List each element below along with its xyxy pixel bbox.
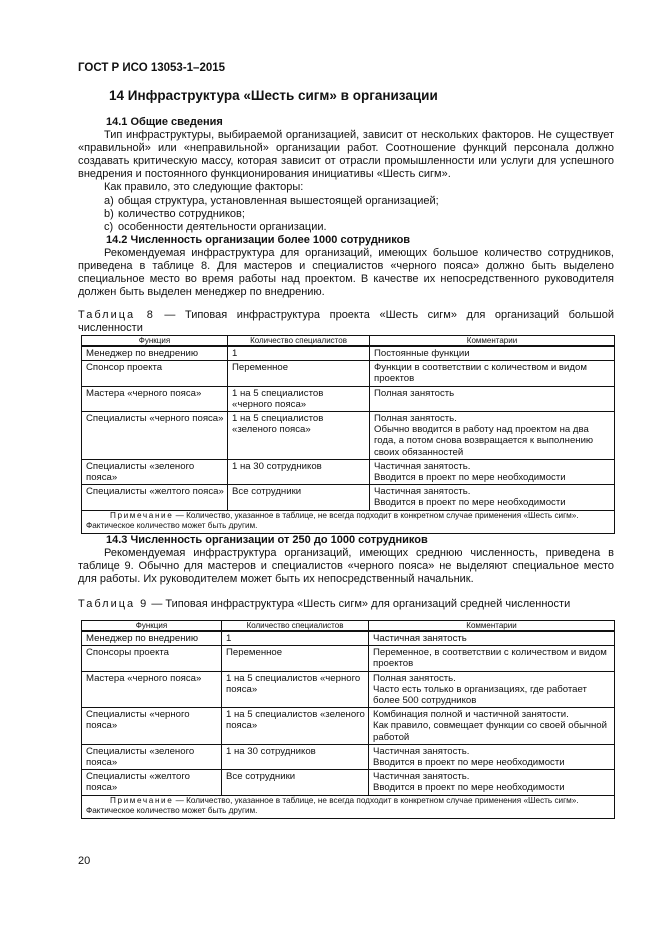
table-cell: 1 на 30 сотрудников [228, 459, 370, 484]
column-header: Количество специалистов [228, 336, 370, 347]
list-item [78, 208, 614, 221]
table-cell: Полная занятость. Обычно вводится в работу над проектом на два года, а потом снова возвращается к выполнению своих обязанностей [370, 412, 615, 460]
table-cell: Частичная занятость. Вводится в проект по мере необходимости [369, 770, 615, 795]
table-cell: Менеджер по внедрению [82, 631, 222, 646]
table-cell: Специалисты «желтого пояса» [82, 770, 222, 795]
list-item [78, 195, 614, 208]
table-row [82, 770, 615, 795]
subsection-heading: 14.1 Общие сведения [106, 116, 223, 128]
table-cell: Специалисты «желтого пояса» [82, 485, 228, 510]
table-caption [78, 598, 614, 611]
section-14-3 [78, 534, 614, 586]
table-cell: Функции в соответствии с количеством и видом проектов [370, 361, 615, 386]
list-item-text: особенности деятельности организации. [118, 220, 327, 233]
table-cell: Комбинация полной и частичной занятости. Как правило, совмещает функции со своей обычной работой [369, 708, 615, 745]
table-row [82, 386, 615, 411]
table-cell: Менеджер по внедрению [82, 346, 228, 361]
table-cell: Переменное [222, 646, 369, 671]
table-row [82, 346, 615, 361]
table-note [82, 795, 615, 818]
table-cell: Постоянные функции [370, 346, 615, 361]
table-cell: Переменное, в соответствии с количеством и видом проектов [369, 646, 615, 671]
list-item [78, 221, 614, 234]
table-row [82, 459, 615, 484]
table-cell: 1 на 5 специалистов «черного пояса» [222, 671, 369, 708]
table-cell: Полная занятость. Часто есть только в организациях, где работает более 500 сотрудников [369, 671, 615, 708]
table-row [82, 631, 615, 646]
table-cell: 1 на 5 специалистов «черного пояса» [228, 386, 370, 411]
table-cell: Спонсоры проекта [82, 646, 222, 671]
column-header: Функция [82, 621, 222, 632]
table-row [82, 485, 615, 510]
table-row [82, 671, 615, 708]
section-14-1 [78, 116, 614, 299]
table-cell: Специалисты «зеленого пояса» [82, 459, 228, 484]
paragraph: Тип инфраструктуры, выбираемой организацией, зависит от нескольких факторов. Не существует «правильной» или «неправильной» организации работ. Соотношение функций персонала должно создавать критическую массу, которая зависит от отрасли промышленности или услуги для успешного внедрения и постоянного функционирования инициативы «Шесть сигм». [78, 129, 614, 181]
table-cell: 1 на 5 специалистов «зеленого пояса» [222, 708, 369, 745]
table-note-row [82, 795, 615, 818]
table-cell: Переменное [228, 361, 370, 386]
table-cell: 1 на 30 сотрудников [222, 744, 369, 769]
subsection-heading: 14.3 Численность организации от 250 до 1000 сотрудников [106, 534, 428, 546]
table-cell: Частичная занятость. Вводится в проект по мере необходимости [369, 744, 615, 769]
table-cell: Частичная занятость. Вводится в проект по мере необходимости [370, 485, 615, 510]
table-cell: Специалисты «черного пояса» [82, 412, 228, 460]
column-header: Функция [82, 336, 228, 347]
table-caption-text: — Типовая инфраструктура проекта «Шесть сигм» для организаций большой численности [78, 309, 614, 334]
table-cell: 1 на 5 специалистов «зеленого пояса» [228, 412, 370, 460]
table-row [82, 412, 615, 460]
table-cell: Специалисты «зеленого пояса» [82, 744, 222, 769]
page-number: 20 [78, 855, 91, 867]
table-caption-text: — Типовая инфраструктура «Шесть сигм» для организаций средней численности [148, 598, 571, 610]
paragraph: Рекомендуемая инфраструктура для организаций, имеющих большое количество сотрудников, приведена в таблице 8. Для мастеров и специалистов «черного пояса» должно быть выделено специальное место во время работы над проектом. В качестве их непосредственного руководителя должен быть выделен менеджер по внедрению. [78, 246, 614, 299]
table-row [82, 744, 615, 769]
table-caption [78, 309, 614, 335]
table-8 [81, 335, 615, 534]
table-cell: Мастера «черного пояса» [82, 386, 228, 411]
note-label: Примечание [110, 795, 174, 805]
table-cell: Полная занятость [370, 386, 615, 411]
note-label: Примечание [110, 510, 174, 520]
paragraph: Рекомендуемая инфраструктура организаций, имеющих среднюю численность, приведена в таблице 9. Обычно для мастеров и специалистов «черного пояса» не выделяют специальное место для работы. Их руководителем может быть их непосредственный начальник. [78, 547, 614, 586]
list-item-text: общая структура, установленная вышестоящей организацией; [118, 194, 439, 207]
table-cell: Специалисты «черного пояса» [82, 708, 222, 745]
column-header: Количество специалистов [222, 621, 369, 632]
table-caption-label: Таблица 8 [78, 309, 155, 321]
table-cell: Все сотрудники [222, 770, 369, 795]
list-marker: b) [104, 207, 114, 220]
table-row [82, 646, 615, 671]
subsection-heading: 14.2 Численность организации более 1000 сотрудников [106, 233, 411, 246]
table-cell: Частичная занятость [369, 631, 615, 646]
column-header: Комментарии [370, 336, 615, 347]
table-row [82, 361, 615, 386]
document-header: ГОСТ Р ИСО 13053-1–2015 [78, 62, 226, 74]
table-row [82, 708, 615, 745]
table-note-row [82, 510, 615, 533]
table-note [82, 510, 615, 533]
list-marker: c) [104, 220, 114, 233]
table-cell: 1 [228, 346, 370, 361]
table-cell: Спонсор проекта [82, 361, 228, 386]
table-cell: Мастера «черного пояса» [82, 671, 222, 708]
table-caption-label: Таблица 9 [78, 598, 149, 610]
paragraph: Как правило, это следующие факторы: [104, 181, 304, 194]
list-item-text: количество сотрудников; [118, 207, 245, 220]
table-cell: Частичная занятость. Вводится в проект по мере необходимости [370, 459, 615, 484]
table-cell: 1 [222, 631, 369, 646]
column-header: Комментарии [369, 621, 615, 632]
note-text: — Количество, указанное в таблице, не всегда подходит в конкретном случае применения «Шесть сигм». Фактическое количество может быть другим. [86, 510, 579, 531]
list-marker: a) [104, 194, 114, 207]
section-title: 14 Инфраструктура «Шесть сигм» в организации [109, 88, 438, 103]
note-text: — Количество, указанное в таблице, не всегда подходит в конкретном случае применения «Шесть сигм». Фактическое количество может быть другим. [86, 795, 579, 816]
table-9 [81, 620, 615, 819]
table-cell: Все сотрудники [228, 485, 370, 510]
